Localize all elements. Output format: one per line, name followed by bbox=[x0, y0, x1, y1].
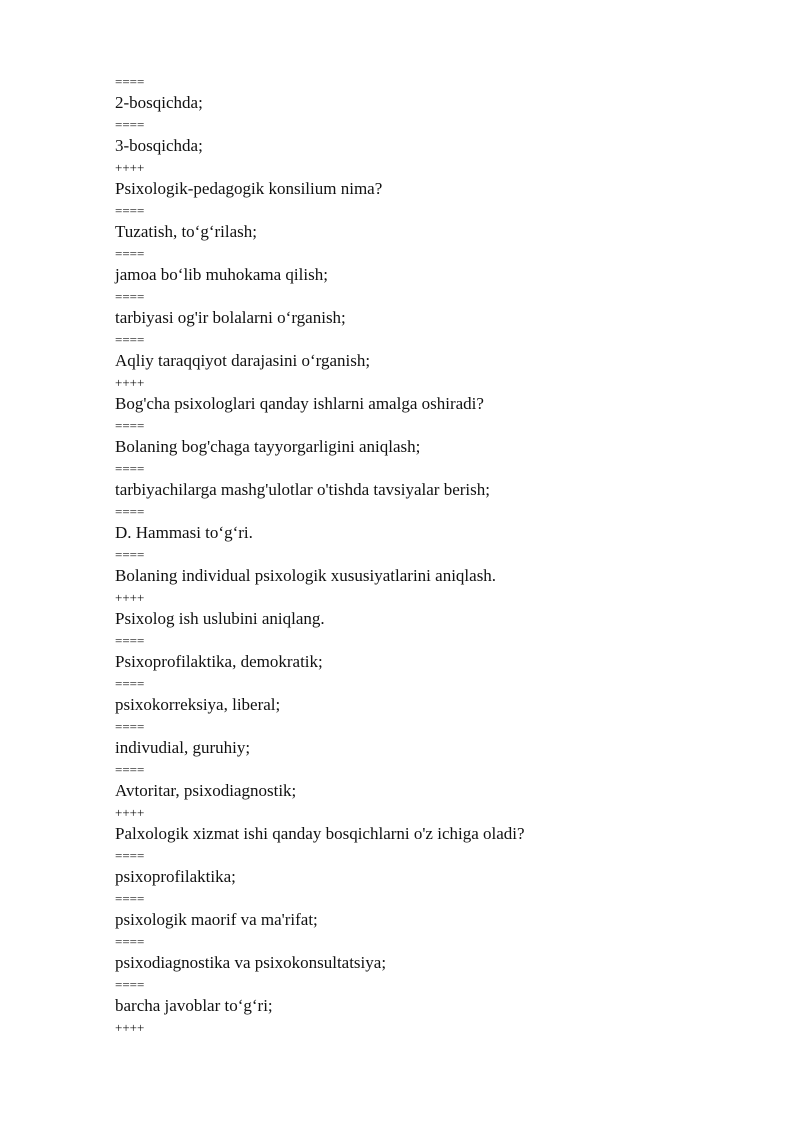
separator-line: ==== bbox=[115, 762, 145, 777]
separator-line: ==== bbox=[115, 332, 145, 347]
question-text: Psixologik-pedagogik konsilium nima? bbox=[115, 179, 383, 198]
answer-option: 3-bosqichda; bbox=[115, 136, 203, 155]
answer-option: psixokorreksiya, liberal; bbox=[115, 695, 281, 714]
separator-line: ==== bbox=[115, 934, 145, 949]
separator-line: ==== bbox=[115, 418, 145, 433]
answer-option: Psixoprofilaktika, demokratik; bbox=[115, 652, 323, 671]
answer-option: Tuzatish, to‘g‘rilash; bbox=[115, 222, 257, 241]
answer-option: barcha javoblar to‘g‘ri; bbox=[115, 996, 273, 1015]
separator-line: ==== bbox=[115, 246, 145, 261]
separator-line: ==== bbox=[115, 117, 145, 132]
separator-line: ==== bbox=[115, 289, 145, 304]
document-page bbox=[115, 74, 735, 1035]
separator-line: ==== bbox=[115, 633, 145, 648]
answer-option: Aqliy taraqqiyot darajasini o‘rganish; bbox=[115, 351, 371, 370]
separator-line: ==== bbox=[115, 848, 145, 863]
answer-option: D. Hammasi to‘g‘ri. bbox=[115, 523, 253, 542]
question-text: Bog'cha psixologlari qanday ishlarni amalga oshiradi? bbox=[115, 394, 484, 413]
separator-line: ==== bbox=[115, 977, 145, 992]
separator-line: ==== bbox=[115, 74, 145, 89]
separator-line: ==== bbox=[115, 504, 145, 519]
question-marker: ++++ bbox=[115, 375, 145, 390]
question-marker: ++++ bbox=[115, 160, 145, 175]
question-marker: ++++ bbox=[115, 805, 145, 820]
answer-option: psixodiagnostika va psixokonsultatsiya; bbox=[115, 953, 387, 972]
separator-line: ==== bbox=[115, 676, 145, 691]
separator-line: ==== bbox=[115, 891, 145, 906]
question-marker: ++++ bbox=[115, 1020, 145, 1035]
separator-line: ==== bbox=[115, 203, 145, 218]
question-text: Palxologik xizmat ishi qanday bosqichlarni o'z ichiga oladi? bbox=[115, 824, 525, 843]
answer-option: tarbiyachilarga mashg'ulotlar o'tishda tavsiyalar berish; bbox=[115, 480, 490, 499]
answer-option: Avtoritar, psixodiagnostik; bbox=[115, 781, 297, 800]
answer-option: Bolaning bog'chaga tayyorgarligini aniqlash; bbox=[115, 437, 421, 456]
answer-option: tarbiyasi og'ir bolalarni o‘rganish; bbox=[115, 308, 346, 327]
question-marker: ++++ bbox=[115, 590, 145, 605]
answer-option: Bolaning individual psixologik xususiyatlarini aniqlash. bbox=[115, 566, 497, 585]
answer-option: 2-bosqichda; bbox=[115, 93, 203, 112]
separator-line: ==== bbox=[115, 547, 145, 562]
separator-line: ==== bbox=[115, 461, 145, 476]
answer-option: psixoprofilaktika; bbox=[115, 867, 236, 886]
answer-option: jamoa bo‘lib muhokama qilish; bbox=[115, 265, 328, 284]
answer-option: indivudial, guruhiy; bbox=[115, 738, 251, 757]
separator-line: ==== bbox=[115, 719, 145, 734]
question-text: Psixolog ish uslubini aniqlang. bbox=[115, 609, 325, 628]
answer-option: psixologik maorif va ma'rifat; bbox=[115, 910, 318, 929]
